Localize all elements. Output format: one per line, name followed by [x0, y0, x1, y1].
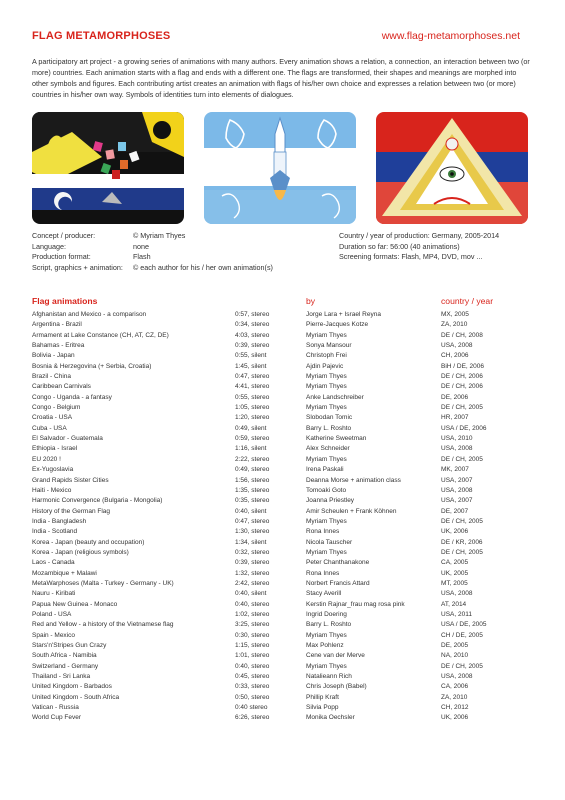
animation-author: Rona Innes [306, 528, 340, 536]
country-year-heading: country / year [441, 296, 494, 306]
animation-country-year: DE / CH, 2006 [441, 383, 483, 391]
animation-duration: 0:35, stereo [235, 497, 270, 505]
credit-value: © each author for his / her own animation(s) [133, 262, 273, 272]
animation-duration: 1:34, silent [235, 538, 267, 546]
table-row [32, 620, 532, 630]
animation-author: Myriam Thyes [306, 662, 347, 670]
animation-title: Mozambique + Malawi [32, 569, 97, 577]
animation-country-year: DE / CH, 2005 [441, 517, 483, 525]
table-row [32, 413, 532, 423]
animation-author: Myriam Thyes [306, 548, 347, 556]
animation-country-year: HR, 2007 [441, 414, 469, 422]
animation-duration: 6:26, stereo [235, 714, 270, 722]
animation-country-year: USA, 2008 [441, 673, 473, 681]
animation-title: Red and Yellow - a history of the Vietnamese flag [32, 621, 174, 629]
table-row [32, 651, 532, 661]
animation-duration: 0:32, stereo [235, 548, 270, 556]
animation-still-2 [204, 112, 356, 224]
animation-title: EU 2020 ! [32, 455, 61, 463]
table-row [32, 476, 532, 486]
animation-country-year: UK, 2005 [441, 569, 469, 577]
credit-script [32, 263, 273, 274]
animation-author: Myriam Thyes [306, 373, 347, 381]
animation-author: Irena Paskali [306, 466, 344, 474]
animation-author: Chris Joseph (Babel) [306, 683, 367, 691]
table-row [32, 517, 532, 527]
animation-author: Sonya Mansour [306, 342, 352, 350]
animation-country-year: DE / CH, 2005 [441, 455, 483, 463]
animation-author: Joanna Priestley [306, 497, 355, 505]
intro-paragraph: A participatory art project - a growing series of animations with many authors. Every animation shows a relation, a connection, an interaction between two (or more) countries. Each animation starts with a flag and ends with a different one. The flags are transformed, their shapes and meanings are morphed into other symbols and figures. Each contributing artist creates an animation with flags of his/her own choice and expresses a relation between two (or more) countries in his/her own way. Symbols of identities turn into elements of dialogues. [32, 57, 530, 99]
animation-author: Nicola Tauscher [306, 538, 353, 546]
credits-right [339, 231, 499, 263]
animation-title: Poland - USA [32, 610, 72, 618]
animation-title: Ex-Yugoslavia [32, 466, 74, 474]
table-row [32, 693, 532, 703]
animation-duration: 1:45, silent [235, 362, 267, 370]
animation-title: Grand Rapids Sister Cities [32, 476, 109, 484]
table-row [32, 548, 532, 558]
animation-country-year: USA / DE, 2006 [441, 424, 487, 432]
animation-duration: 0:39, stereo [235, 559, 270, 567]
animation-duration: 0:40, stereo [235, 662, 270, 670]
animation-country-year: NA, 2010 [441, 652, 469, 660]
animation-duration: 0:57, stereo [235, 311, 270, 318]
credit-value: © Myriam Thyes [133, 231, 186, 240]
table-row [32, 444, 532, 454]
animation-title: Cuba - USA [32, 424, 67, 432]
animation-title: Congo - Belgium [32, 404, 81, 412]
animation-title: Korea - Japan (beauty and occupation) [32, 538, 145, 546]
animation-country-year: USA, 2007 [441, 476, 473, 484]
animation-title: Caribbean Carnivals [32, 383, 91, 391]
animation-title: Bahamas - Eritrea [32, 342, 85, 350]
animation-duration: 1:16, silent [235, 445, 267, 453]
animation-author: Myriam Thyes [306, 383, 347, 391]
animation-duration: 1:30, stereo [235, 528, 270, 536]
animation-title: World Cup Fever [32, 714, 82, 722]
table-row [32, 558, 532, 568]
credit-concept [32, 231, 273, 242]
animation-author: Myriam Thyes [306, 631, 347, 639]
animation-title: MetaWarphoses (Malta - Turkey - Germany - UK) [32, 579, 174, 587]
table-row [32, 341, 532, 351]
credit-label: Concept / producer: [32, 231, 96, 240]
animation-country-year: DE, 2006 [441, 393, 469, 401]
animation-duration: 0:49, stereo [235, 466, 270, 474]
animation-author: Peter Chanthanakone [306, 559, 370, 567]
animation-duration: 0:39, stereo [235, 342, 270, 350]
animations-list [32, 310, 532, 724]
animation-country-year: AT, 2014 [441, 600, 467, 608]
animation-title: Vatican - Russia [32, 704, 79, 712]
animation-author: Barry L. Roshto [306, 621, 352, 629]
animation-title: Spain - Mexico [32, 631, 75, 639]
animation-country-year: DE, 2005 [441, 642, 469, 649]
animation-author: Max Pohlenz [306, 642, 344, 649]
animation-country-year: UK, 2006 [441, 714, 469, 722]
animation-duration: 1:20, stereo [235, 414, 270, 422]
animation-title: Ethiopia - Israel [32, 445, 78, 453]
animation-title: United Kingdom - Barbados [32, 683, 112, 691]
animation-duration: 0:47, stereo [235, 517, 270, 525]
animation-country-year: ZA, 2010 [441, 693, 468, 701]
animation-author: Anke Landschreiber [306, 393, 364, 401]
animation-country-year: USA / DE, 2005 [441, 621, 487, 629]
table-row [32, 320, 532, 330]
animation-country-year: DE / CH, 2006 [441, 373, 483, 381]
table-row [32, 362, 532, 372]
animation-title: Thailand - Sri Lanka [32, 673, 91, 681]
animation-country-year: BiH / DE, 2006 [441, 362, 484, 370]
credit-duration: Duration so far: 56:00 (40 animations) [339, 241, 460, 251]
animation-country-year: CA, 2005 [441, 559, 469, 567]
credit-format [32, 252, 273, 263]
animation-duration: 4:41, stereo [235, 383, 270, 391]
animation-title: United Kingdom - South Africa [32, 693, 120, 701]
animation-country-year: USA, 2008 [441, 445, 473, 453]
animation-author: Amir Scheulen + Frank Köhnen [306, 507, 397, 515]
table-row [32, 641, 532, 651]
by-heading: by [306, 296, 316, 306]
animation-duration: 0:47, stereo [235, 373, 270, 381]
animation-title: Afghanistan and Mexico - a comparison [32, 311, 147, 318]
animation-title: Harmonic Convergence (Bulgaria - Mongolia) [32, 497, 163, 505]
animation-author: Kerstin Rajnar_frau mag rosa pink [306, 600, 405, 608]
animation-title: Bolivia - Japan [32, 352, 75, 360]
animation-duration: 0:40, silent [235, 507, 267, 515]
table-row [32, 310, 532, 320]
animation-author: Cene van der Merve [306, 652, 365, 660]
animation-duration: 3:25, stereo [235, 621, 270, 629]
animation-title: El Salvador - Guatemala [32, 435, 103, 443]
animation-country-year: DE / CH, 2008 [441, 331, 483, 339]
animation-country-year: MX, 2005 [441, 311, 469, 318]
animation-country-year: DE / CH, 2005 [441, 404, 483, 412]
animation-title: Croatia - USA [32, 414, 73, 422]
table-row [32, 424, 532, 434]
animation-author: Katherine Sweetman [306, 435, 367, 443]
animation-country-year: DE / CH, 2005 [441, 662, 483, 670]
table-row [32, 372, 532, 382]
animation-still-3 [376, 112, 528, 224]
table-row [32, 610, 532, 620]
table-row [32, 393, 532, 403]
animation-author: Deanna Morse + animation class [306, 476, 401, 484]
animation-title: Argentina - Brazil [32, 321, 82, 329]
table-row [32, 351, 532, 361]
animation-author: Ingrid Doering [306, 610, 347, 618]
animation-author: Myriam Thyes [306, 331, 347, 339]
page-title: FLAG METAMORPHOSES [32, 30, 171, 42]
animation-author: Silvia Popp [306, 704, 339, 712]
animation-author: Phillip Kraft [306, 693, 339, 701]
table-row [32, 465, 532, 475]
animation-author: Stacy Averill [306, 590, 342, 598]
table-row [32, 382, 532, 392]
table-row [32, 331, 532, 341]
animation-author: Ajdin Pajevic [306, 362, 344, 370]
animation-title: India - Bangladesh [32, 517, 87, 525]
animation-country-year: CH / DE, 2005 [441, 631, 483, 639]
animation-author: Barry L. Roshto [306, 424, 352, 432]
animation-author: Christoph Frei [306, 352, 347, 360]
animation-duration: 1:05, stereo [235, 404, 270, 412]
credit-screening: Screening formats: Flash, MP4, DVD, mov ... [339, 252, 483, 262]
animation-author: Natalieann Rich [306, 673, 352, 681]
animation-duration: 0:55, stereo [235, 393, 270, 401]
animation-duration: 0:40, stereo [235, 600, 270, 608]
animation-duration: 0:49, silent [235, 424, 267, 432]
credit-label: Production format: [32, 252, 91, 262]
animation-duration: 0:55, silent [235, 352, 267, 360]
animation-author: Rona Innes [306, 569, 340, 577]
animation-duration: 1:56, stereo [235, 476, 270, 484]
animation-duration: 0:33, stereo [235, 683, 270, 691]
animation-title: Armament at Lake Constance (CH, AT, CZ, DE) [32, 331, 169, 339]
table-row [32, 703, 532, 713]
animation-still-1 [32, 112, 184, 224]
animation-duration: 2:22, stereo [235, 455, 270, 463]
table-row [32, 455, 532, 465]
table-row [32, 662, 532, 672]
table-row [32, 569, 532, 579]
animation-title: Haiti - Mexico [32, 486, 72, 494]
animation-title: Korea - Japan (religious symbols) [32, 548, 129, 556]
animation-duration: 0:45, stereo [235, 673, 270, 681]
animation-duration: 1:32, stereo [235, 569, 270, 577]
animation-duration: 2:42, stereo [235, 579, 270, 587]
table-heading: Flag animations [32, 296, 98, 306]
table-row [32, 589, 532, 599]
animation-country-year: USA, 2010 [441, 435, 473, 443]
animation-title: Switzerland - Germany [32, 662, 99, 670]
animation-country-year: DE / CH, 2005 [441, 548, 483, 556]
animation-title: Nauru - Kiribati [32, 590, 76, 598]
animation-duration: 0:30, stereo [235, 631, 270, 639]
animation-title: Bosnia & Herzegovina (+ Serbia, Croatia) [32, 362, 152, 370]
animation-duration: 1:35, stereo [235, 486, 270, 494]
animation-title: Laos - Canada [32, 559, 75, 567]
animation-country-year: DE / KR, 2006 [441, 538, 483, 546]
animation-duration: 1:01, stereo [235, 652, 270, 660]
animation-author: Myriam Thyes [306, 404, 347, 412]
animation-duration: 1:02, stereo [235, 610, 270, 618]
animation-title: South Africa - Namibia [32, 652, 97, 660]
animation-country-year: CA, 2006 [441, 683, 469, 691]
table-row [32, 403, 532, 413]
table-row [32, 538, 532, 548]
animation-duration: 4:03, stereo [235, 331, 270, 339]
animation-author: Norbert Francis Attard [306, 579, 370, 587]
animation-country-year: USA, 2011 [441, 610, 472, 618]
table-row [32, 507, 532, 517]
animation-country-year: MT, 2005 [441, 579, 468, 587]
credit-language [32, 242, 273, 253]
animation-title: Papua New Guinea - Monaco [32, 600, 118, 608]
animation-country-year: UK, 2006 [441, 528, 469, 536]
credit-value: none [133, 241, 149, 251]
animation-title: Brazil - China [32, 373, 72, 381]
animation-duration: 0:40, silent [235, 590, 267, 598]
animation-duration: 0:34, stereo [235, 321, 270, 329]
table-row [32, 600, 532, 610]
animation-country-year: USA, 2008 [441, 590, 473, 598]
animation-author: Jorge Lara + Israel Reyna [306, 311, 381, 318]
table-row [32, 672, 532, 682]
animation-country-year: USA, 2008 [441, 342, 473, 350]
animation-author: Myriam Thyes [306, 517, 347, 525]
animation-author: Slobodan Tomic [306, 414, 353, 422]
animation-author: Alex Schneider [306, 445, 350, 453]
animation-author: Monika Oechsler [306, 714, 355, 722]
table-row [32, 713, 532, 723]
animation-country-year: MK, 2007 [441, 466, 469, 474]
animation-title: Stars'n'Stripes Gun Crazy [32, 642, 107, 649]
table-row [32, 434, 532, 444]
animation-country-year: CH, 2006 [441, 352, 469, 360]
animation-country-year: ZA, 2010 [441, 321, 468, 329]
table-row [32, 496, 532, 506]
table-row [32, 631, 532, 641]
animation-duration: 0:40 stereo [235, 704, 268, 712]
animation-country-year: USA, 2007 [441, 497, 473, 505]
animation-duration: 1:15, stereo [235, 642, 270, 649]
animation-title: Congo - Uganda - a fantasy [32, 393, 112, 401]
table-row [32, 682, 532, 692]
credit-label: Language: [32, 241, 66, 251]
credit-label: Script, graphics + animation: [32, 262, 123, 272]
credit-country-year: Country / year of production: Germany, 2005-2014 [339, 231, 500, 240]
table-row [32, 579, 532, 589]
animation-country-year: CH, 2012 [441, 704, 469, 712]
animation-title: History of the German Flag [32, 507, 111, 515]
animation-title: India - Scotland [32, 528, 78, 536]
website-link[interactable]: www.flag-metamorphoses.net [381, 30, 520, 42]
table-row [32, 486, 532, 496]
table-row [32, 527, 532, 537]
credit-value: Flash [133, 252, 151, 262]
credits-left [32, 231, 273, 273]
animation-author: Pierre-Jacques Kotze [306, 321, 369, 329]
animation-country-year: USA, 2008 [441, 486, 473, 494]
animation-duration: 0:50, stereo [235, 693, 270, 701]
animation-country-year: DE, 2007 [441, 507, 469, 515]
animation-duration: 0:59, stereo [235, 435, 270, 443]
animation-author: Myriam Thyes [306, 455, 347, 463]
animation-author: Tomoaki Goto [306, 486, 347, 494]
